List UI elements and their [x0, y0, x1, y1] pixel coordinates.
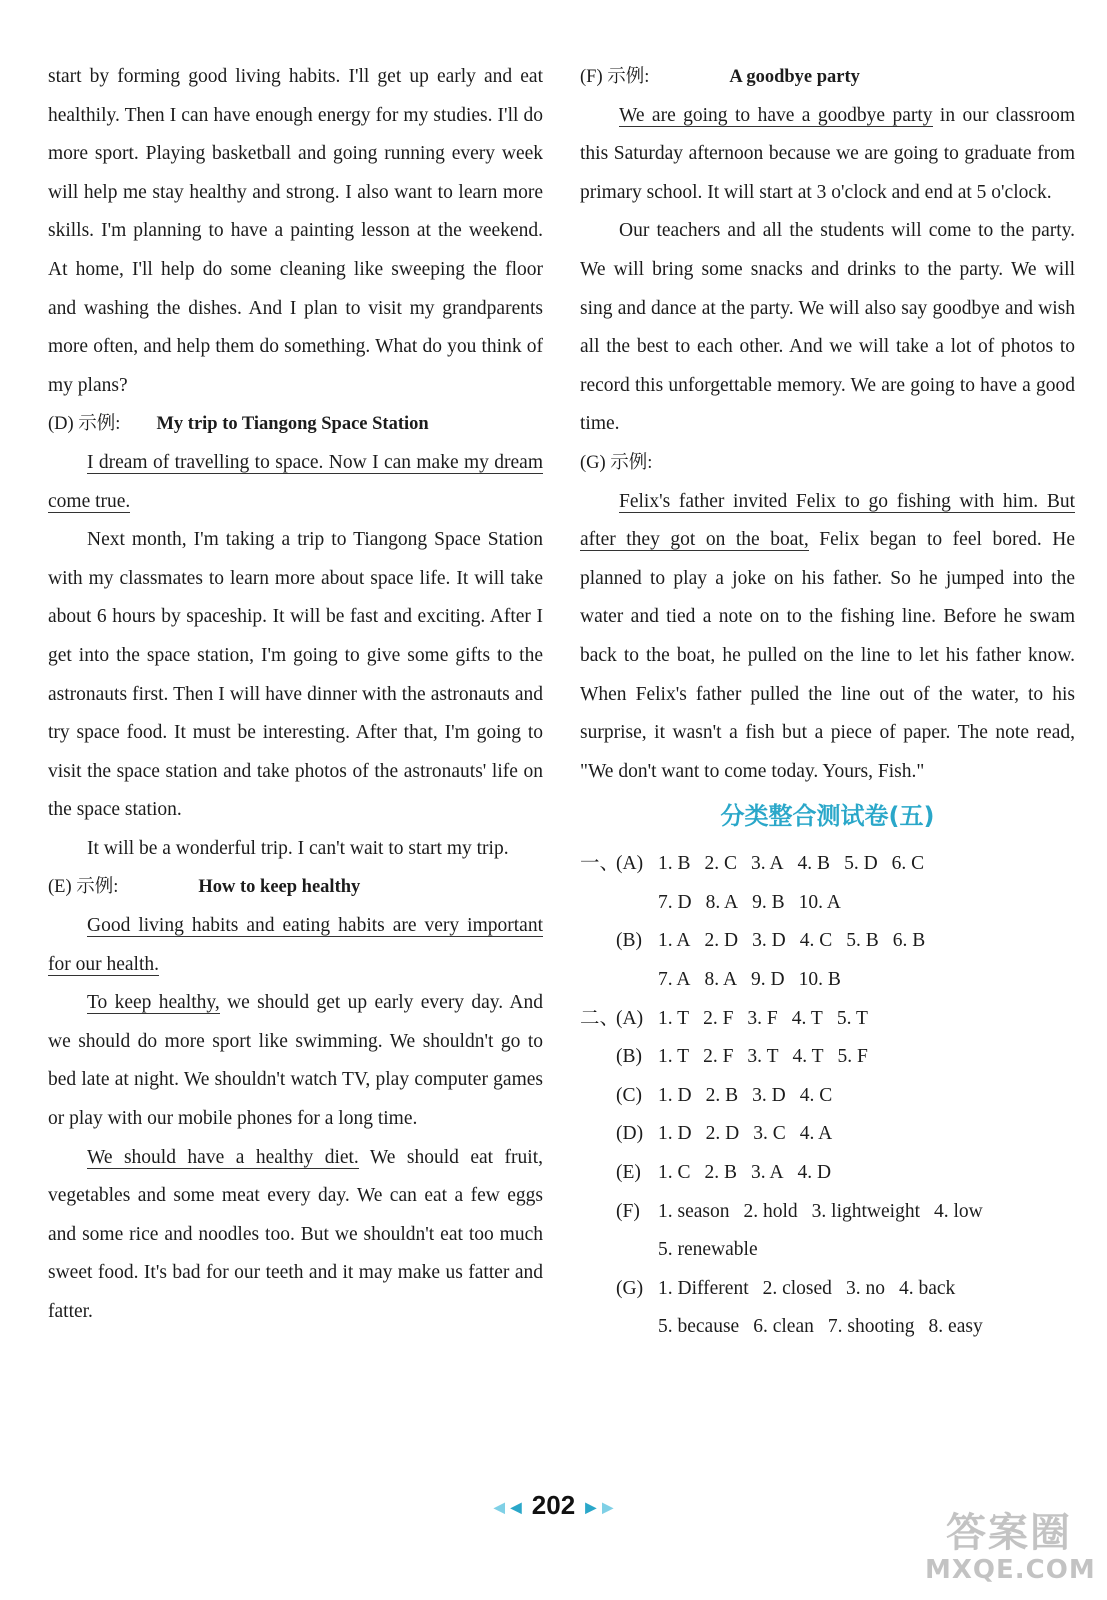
- section-f-paragraph-2: Our teachers and all the students will come to the party. We will bring some snacks and drinks to the party. We will sing and dance at the party. We will also say goodbye and wish all the best to each other. And we will take a lot of photos to record this unforgettable memory. We are going to have a good time.: [580, 220, 1075, 435]
- answer-item: 8. A: [705, 891, 739, 913]
- section-d-paragraph-3: It will be a wonderful trip. I can't wait to start my trip.: [87, 837, 509, 859]
- answer-item: 1. D: [658, 1084, 692, 1106]
- answer-item: 5. T: [836, 1007, 868, 1029]
- underlined-text: Good living habits and eating habits are very important for our health.: [48, 915, 543, 975]
- left-column: [48, 58, 543, 1332]
- section-g-paragraph: [580, 483, 1075, 792]
- answer-part-prefix: 一、: [580, 853, 620, 875]
- answer-row: [580, 845, 1075, 884]
- section-d-paragraph-2: Next month, I'm taking a trip to Tiangong Space Station with my classmates to learn more about space life. It will take about 6 hours by spaceship. It will be fast and exciting. After I get into the space station, I'm going to give some gifts to the astronauts first. Then I will have dinner with the astronauts and try space food. It must be interesting. After that, I'm going to visit the space station and take photos of the astronauts' life on the space station.: [48, 529, 543, 821]
- section-c-paragraph: start by forming good living habits. I'll get up early and eat healthily. Then I can have enough energy for my studies. I'll do more sport. Playing basketball and going running every week will help me stay healthy and strong. I also want to learn more skills. I'm planning to have a painting lesson at the weekend. At home, I'll help do some cleaning like sweeping the floor and washing the dishes. And I plan to visit my grandparents more often, and help them do something. What do you think of my plans?: [48, 66, 543, 396]
- answer-item: 3. T: [747, 1046, 779, 1068]
- section-g-label: (G) 示例:: [580, 452, 653, 473]
- answer-item: 9. D: [751, 969, 785, 991]
- answer-item: 1. Different: [658, 1277, 749, 1299]
- answer-item: 5. D: [844, 853, 878, 875]
- section-d-paragraph-1: [48, 444, 543, 521]
- underlined-text: We are going to have a goodbye party: [619, 104, 933, 126]
- answer-row: [580, 961, 1075, 1000]
- answer-item: 2. F: [703, 1046, 734, 1068]
- section-e-heading: [48, 868, 543, 907]
- answer-item: 1. B: [658, 853, 691, 875]
- answer-item: 3. C: [753, 1123, 786, 1145]
- answer-item: 4. C: [799, 930, 833, 952]
- section-f-label: (F) 示例:: [580, 67, 650, 87]
- page-number: 202: [531, 1490, 576, 1520]
- answer-item: 4. A: [799, 1123, 833, 1145]
- answer-item: 4. low: [934, 1200, 983, 1222]
- answer-item: 3. D: [752, 1084, 786, 1106]
- section-e-paragraph-1: [48, 907, 543, 984]
- watermark-text: 答案圈: [946, 1510, 1072, 1556]
- answer-item: 2. hold: [743, 1200, 798, 1222]
- answer-item: 7. D: [658, 891, 692, 913]
- answer-group-label: (G): [616, 1277, 644, 1299]
- answer-item: 8. easy: [928, 1316, 983, 1338]
- answer-item: 4. T: [791, 1007, 823, 1029]
- answer-group-label: (E): [616, 1162, 641, 1184]
- answer-group-label: (B): [616, 930, 642, 952]
- answer-item: 2. closed: [762, 1277, 832, 1299]
- paragraph-text: we should get up early every day. And we should do more sport like swimming. We shouldn't go to bed late at night. We shouldn't watch TV, play computer games or play with our mobile phones for a long time.: [48, 992, 543, 1130]
- answer-item: 6. B: [892, 930, 926, 952]
- answer-item: 5. because: [658, 1316, 740, 1338]
- answer-item: 1. T: [658, 1046, 690, 1068]
- answer-item: 4. D: [797, 1162, 832, 1184]
- section-e-paragraph-3: [48, 1139, 543, 1332]
- answer-item: 7. shooting: [827, 1316, 915, 1338]
- answer-group-label: (F): [616, 1200, 640, 1222]
- answer-item: 3. no: [845, 1277, 885, 1299]
- section-f-title: A goodbye party: [729, 67, 860, 87]
- answer-row: [580, 1270, 1075, 1309]
- answer-item: 10. B: [798, 969, 841, 991]
- answer-item: 5. F: [837, 1046, 868, 1068]
- answer-row: [580, 1077, 1075, 1116]
- answer-item: 3. lightweight: [811, 1200, 920, 1222]
- answer-item: 2. D: [704, 930, 739, 952]
- section-e-title: How to keep healthy: [198, 877, 361, 898]
- watermark-logo: [925, 1510, 1096, 1590]
- section-g-heading: [580, 444, 1075, 483]
- section-e-label: (E) 示例:: [48, 877, 119, 898]
- answer-group-label: (A): [616, 853, 644, 875]
- answer-row: [580, 1038, 1075, 1077]
- answer-item: 6. clean: [753, 1316, 814, 1338]
- paragraph-text: in our classroom this Saturday afternoon because we are going to graduate from primary school. It will start at 3 o'clock and end at 5 o'clock.: [580, 104, 1075, 203]
- answer-item: 9. B: [752, 891, 785, 913]
- answer-item: 3. D: [752, 930, 786, 952]
- answer-row: [580, 1308, 1075, 1347]
- answer-item: 10. A: [798, 891, 841, 913]
- answer-item: 5. renewable: [658, 1239, 758, 1261]
- answer-item: 2. C: [704, 853, 738, 875]
- test-section-title: 分类整合测试卷(五): [720, 802, 935, 831]
- answer-item: 1. D: [658, 1123, 692, 1145]
- answer-item: 3. F: [747, 1007, 778, 1029]
- answer-item: 1. C: [658, 1162, 691, 1184]
- answer-item: 4. T: [792, 1046, 824, 1068]
- paragraph-text: We should eat fruit, vegetables and some meat every day. We can eat a few eggs and some rice and noodles too. But we shouldn't eat too much sweet food. It's bad for our teeth and it may make us fatter and fatter.: [48, 1146, 544, 1322]
- answer-item: 2. B: [705, 1084, 739, 1106]
- section-d-label: (D) 示例:: [48, 414, 121, 435]
- next-arrow-icon: ▶: [585, 1498, 597, 1515]
- answer-group-label: (C): [616, 1084, 642, 1106]
- answer-row: [580, 1000, 1075, 1039]
- answer-item: 2. B: [704, 1162, 738, 1184]
- section-d-title: My trip to Tiangong Space Station: [156, 414, 429, 435]
- answer-item: 6. C: [891, 853, 925, 875]
- underlined-text: We should have a healthy diet.: [87, 1146, 359, 1168]
- answer-item: 8. A: [704, 969, 738, 991]
- section-f-heading: [580, 58, 1075, 97]
- underlined-text: To keep healthy,: [87, 992, 220, 1014]
- answer-item: 4. back: [898, 1277, 956, 1299]
- underlined-text: Felix's father invited Felix to go fishing with him. But after they got on the boat,: [580, 490, 1075, 551]
- answer-row: [580, 1231, 1075, 1270]
- answer-item: 2. F: [703, 1007, 734, 1029]
- next-arrow-icon: ▶: [602, 1498, 613, 1515]
- watermark-url: MXQE.COM: [925, 1555, 1096, 1585]
- answer-item: 3. A: [751, 1162, 784, 1184]
- answer-key: [580, 845, 1075, 1347]
- answer-item: 4. C: [799, 1084, 833, 1106]
- underlined-text: I dream of travelling to space. Now I can make my dream come true.: [48, 451, 543, 512]
- answer-item: 1. T: [658, 1007, 690, 1029]
- answer-part-prefix: 二、: [580, 1007, 620, 1029]
- answer-row: [580, 1193, 1075, 1232]
- answer-item: 3. A: [751, 853, 784, 875]
- section-d-heading: [48, 405, 543, 444]
- answer-row: [580, 1115, 1075, 1154]
- answer-row: [580, 1154, 1075, 1193]
- answer-item: 4. B: [797, 853, 831, 875]
- answer-row: [580, 922, 1075, 961]
- section-f-paragraph-1: [580, 97, 1075, 213]
- prev-arrow-icon: ◀: [510, 1498, 522, 1515]
- prev-arrow-icon: ◀: [494, 1498, 505, 1515]
- section-e-paragraph-2: [48, 984, 543, 1138]
- answer-group-label: (A): [616, 1007, 644, 1029]
- right-column: [580, 58, 1075, 1347]
- paragraph-text: Felix began to feel bored. He planned to play a joke on his father. So he jumped into the water and tied a note on to the fishing line. Before he swam back to the boat, he pulled on the line to let his father know. When Felix's father pulled the line out of the water, to his surprise, it wasn't a fish but a piece of paper. The note read, "We don't want to come today. Yours, Fish.": [580, 529, 1076, 782]
- answer-item: 7. A: [658, 969, 691, 991]
- answer-item: 1. A: [658, 930, 691, 952]
- answer-item: 5. B: [846, 930, 879, 952]
- answer-row: [580, 884, 1075, 923]
- answer-item: 2. D: [705, 1123, 740, 1145]
- answer-item: 1. season: [658, 1200, 730, 1222]
- answer-group-label: (D): [616, 1123, 644, 1145]
- answer-group-label: (B): [616, 1046, 642, 1068]
